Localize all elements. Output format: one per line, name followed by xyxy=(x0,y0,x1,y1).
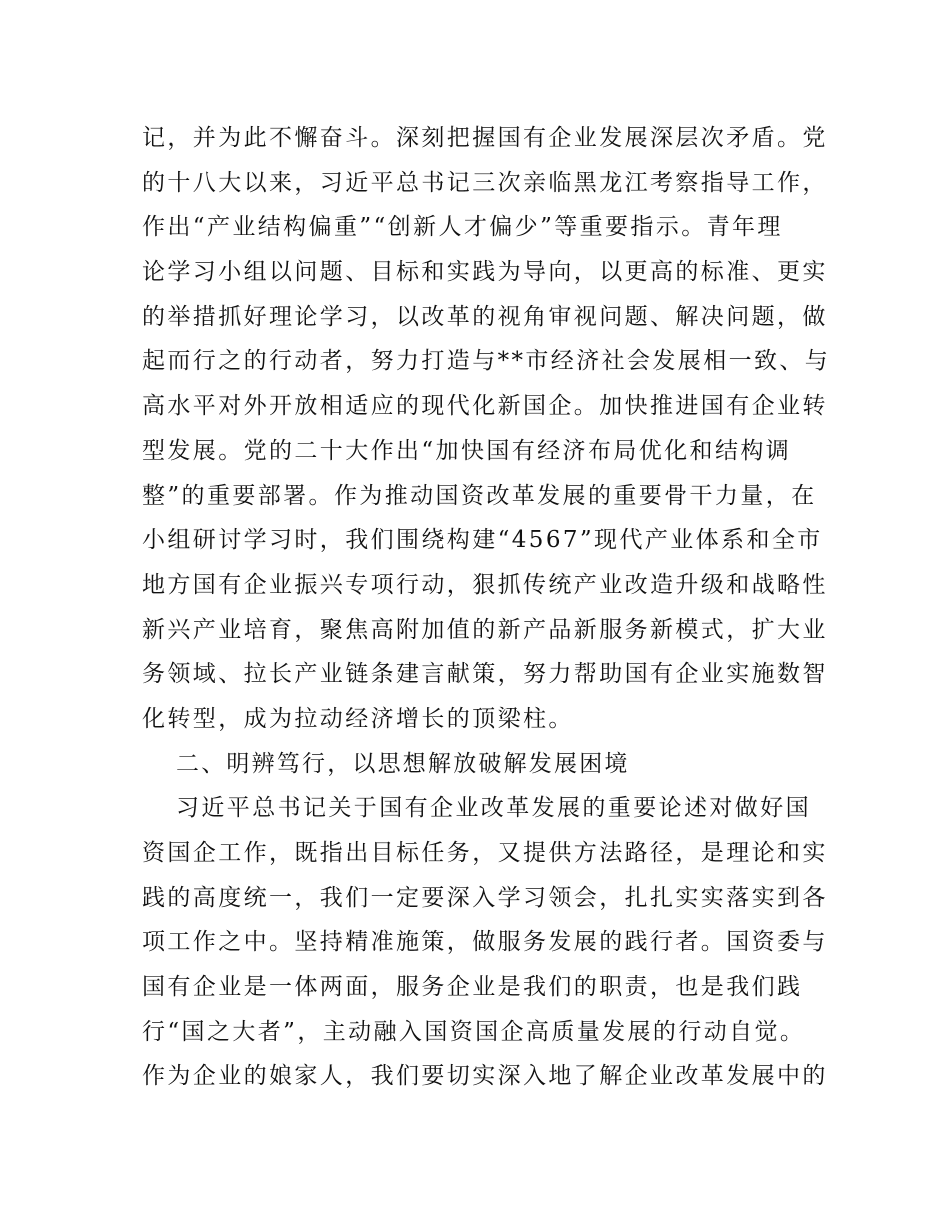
text-line: 资国企工作，既指出目标任务，又提供方法路径，是理论和实 xyxy=(142,840,828,866)
text-line: 的举措抓好理论学习，以改革的视角审视问题、解决问题，做 xyxy=(142,303,828,330)
text-line: 作为企业的娘家人，我们要切实深入地了解企业改革发展中的 xyxy=(142,1063,828,1090)
text-line: 行“国之大者”，主动融入国资国企高质量发展的行动自觉。 xyxy=(142,1018,806,1045)
text-line: 项工作之中。坚持精准施策，做服务发展的践行者。国资委与 xyxy=(142,929,828,956)
text-line: 的十八大以来，习近平总书记三次亲临黑龙江考察指导工作， xyxy=(142,169,828,196)
text-line: 地方国有企业振兴专项行动，狠抓传统产业改造升级和战略性 xyxy=(142,571,828,598)
text-line: 国有企业是一体两面，服务企业是我们的职责，也是我们践 xyxy=(142,974,803,1001)
text-line: 作出“产业结构偏重”“创新人才偏少”等重要指示。青年理 xyxy=(142,214,783,241)
text-line: 践的高度统一，我们一定要深入学习领会，扎扎实实落实到各 xyxy=(142,884,828,911)
text-line: 习近平总书记关于国有企业改革发展的重要论述对做好国 xyxy=(176,795,811,822)
text-line: 整”的重要部署。作为推动国资改革发展的重要骨干力量，在 xyxy=(142,482,817,509)
text-line: 新兴产业培育，聚焦高附加值的新产品新服务新模式，扩大业 xyxy=(142,616,828,643)
text-line: 记，并为此不懈奋斗。深刻把握国有企业发展深层次矛盾。党 xyxy=(142,125,828,151)
text-line: 小组研讨学习时，我们围绕构建“4567”现代产业体系和全市 xyxy=(142,527,823,554)
text-line: 论学习小组以问题、目标和实践为导向，以更高的标准、更实 xyxy=(142,259,828,286)
section-heading: 二、明辨笃行，以思想解放破解发展困境 xyxy=(176,750,630,777)
text-line: 型发展。党的二十大作出“加快国有经济布局优化和结构调 xyxy=(142,437,792,464)
body-paragraph-1 xyxy=(142,116,831,1099)
text-line: 高水平对外开放相适应的现代化新国企。加快推进国有企业转 xyxy=(142,393,828,420)
text-line: 务领域、拉长产业链条建言献策，努力帮助国有企业实施数智 xyxy=(142,661,828,688)
text-line: 起而行之的行动者，努力打造与**市经济社会发展相一致、与 xyxy=(142,348,831,375)
text-line: 化转型，成为拉动经济增长的顶梁柱。 xyxy=(142,705,574,732)
